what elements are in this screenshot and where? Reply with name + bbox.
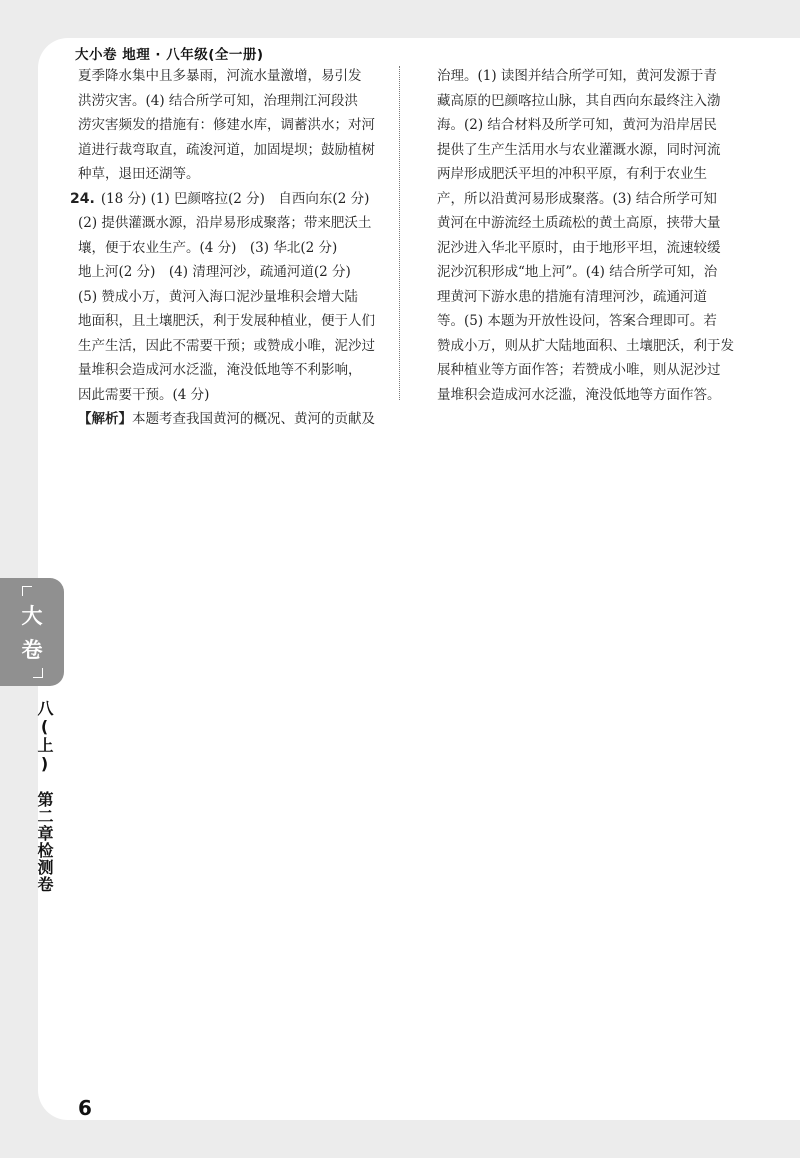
- answer-line: 壤，便于农业生产。(4 分) (3) 华北(2 分): [78, 239, 338, 256]
- column-divider: [399, 66, 400, 400]
- text-line: 量堆积会造成河水泛滥，淹没低地等方面作答。: [437, 386, 721, 403]
- corner-bracket-icon: [33, 668, 43, 678]
- text-line: 洪涝灾害。(4) 结合所学可知，治理荆江河段洪: [78, 92, 358, 109]
- text-line: 两岸形成肥沃平坦的冲积平原，有利于农业生: [437, 166, 707, 182]
- text-line: 黄河在中游流经土质疏松的黄土高原，挟带大量: [437, 215, 721, 231]
- running-header: 大小卷 地理 · 八年级(全一册): [75, 47, 264, 63]
- text-line: 治理。(1) 读图并结合所学可知，黄河发源于青: [437, 68, 717, 84]
- text-line: 道进行裁弯取直，疏浚河道，加固堤坝；鼓励植树: [78, 141, 375, 158]
- text-line: 种草，退田还湖等。: [78, 166, 200, 182]
- side-tab-char: 大: [21, 604, 43, 628]
- side-chapter-label: 八(上) 第二章检测卷: [35, 700, 54, 893]
- answer-text: (18 分) (1) 巴颜喀拉(2 分) 自西向东(2 分): [100, 190, 370, 207]
- answer-line: 地面积，且土壤肥沃，利于发展种植业，便于人们: [78, 313, 375, 329]
- right-column: [437, 64, 747, 407]
- side-tab-char: 卷: [21, 638, 43, 662]
- analysis-label: 【解析】: [78, 411, 132, 427]
- question-24-line: [70, 187, 394, 212]
- text-line: 理黄河下游水患的措施有清理河沙，疏通河道: [437, 288, 707, 305]
- answer-line: 因此需要干预。(4 分): [78, 386, 210, 403]
- answer-line: 地上河(2 分) (4) 清理河沙，疏通河道(2 分): [78, 264, 351, 280]
- text-line: 展种植业等方面作答；若赞成小唯，则从泥沙过: [437, 362, 721, 378]
- text-line: 夏季降水集中且多暴雨，河流水量激增，易引发: [78, 68, 362, 84]
- text-line: 海。(2) 结合材料及所学可知，黄河为沿岸居民: [437, 117, 717, 133]
- answer-line: (5) 赞成小万，黄河入海口泥沙量堆积会增大陆: [78, 288, 358, 305]
- question-number: 24.: [70, 190, 95, 207]
- text-line: 涝灾害频发的措施有：修建水库，调蓄洪水；对河: [78, 117, 375, 133]
- text-line: 等。(5) 本题为开放性设问，答案合理即可。若: [437, 313, 717, 329]
- page-number: 6: [78, 1096, 92, 1120]
- text-line: 泥沙进入华北平原时，由于地形平坦，流速较缓: [437, 239, 721, 256]
- text-line: 提供了生产生活用水与农业灌溉水源，同时河流: [437, 141, 721, 158]
- analysis-line: [78, 407, 394, 432]
- left-column: [70, 64, 394, 432]
- answer-line: 生产生活，因此不需要干预；或赞成小唯，泥沙过: [78, 337, 375, 354]
- answer-line: (2) 提供灌溉水源，沿岸易形成聚落；带来肥沃土: [78, 215, 372, 231]
- answer-line: 量堆积会造成河水泛滥，淹没低地等不利影响，: [78, 362, 362, 378]
- side-section-tab: [0, 578, 64, 686]
- text-line: 泥沙沉积形成“地上河”。(4) 结合所学可知，治: [437, 264, 718, 280]
- text-line: 产，所以沿黄河易形成聚落。(3) 结合所学可知: [437, 190, 717, 207]
- text-line: 藏高原的巴颜喀拉山脉，其自西向东最终注入渤: [437, 92, 721, 109]
- analysis-text: 本题考查我国黄河的概况、黄河的贡献及: [132, 411, 375, 427]
- corner-bracket-icon: [22, 586, 32, 596]
- text-line: 赞成小万，则从扩大陆地面积、土壤肥沃，利于发: [437, 337, 734, 354]
